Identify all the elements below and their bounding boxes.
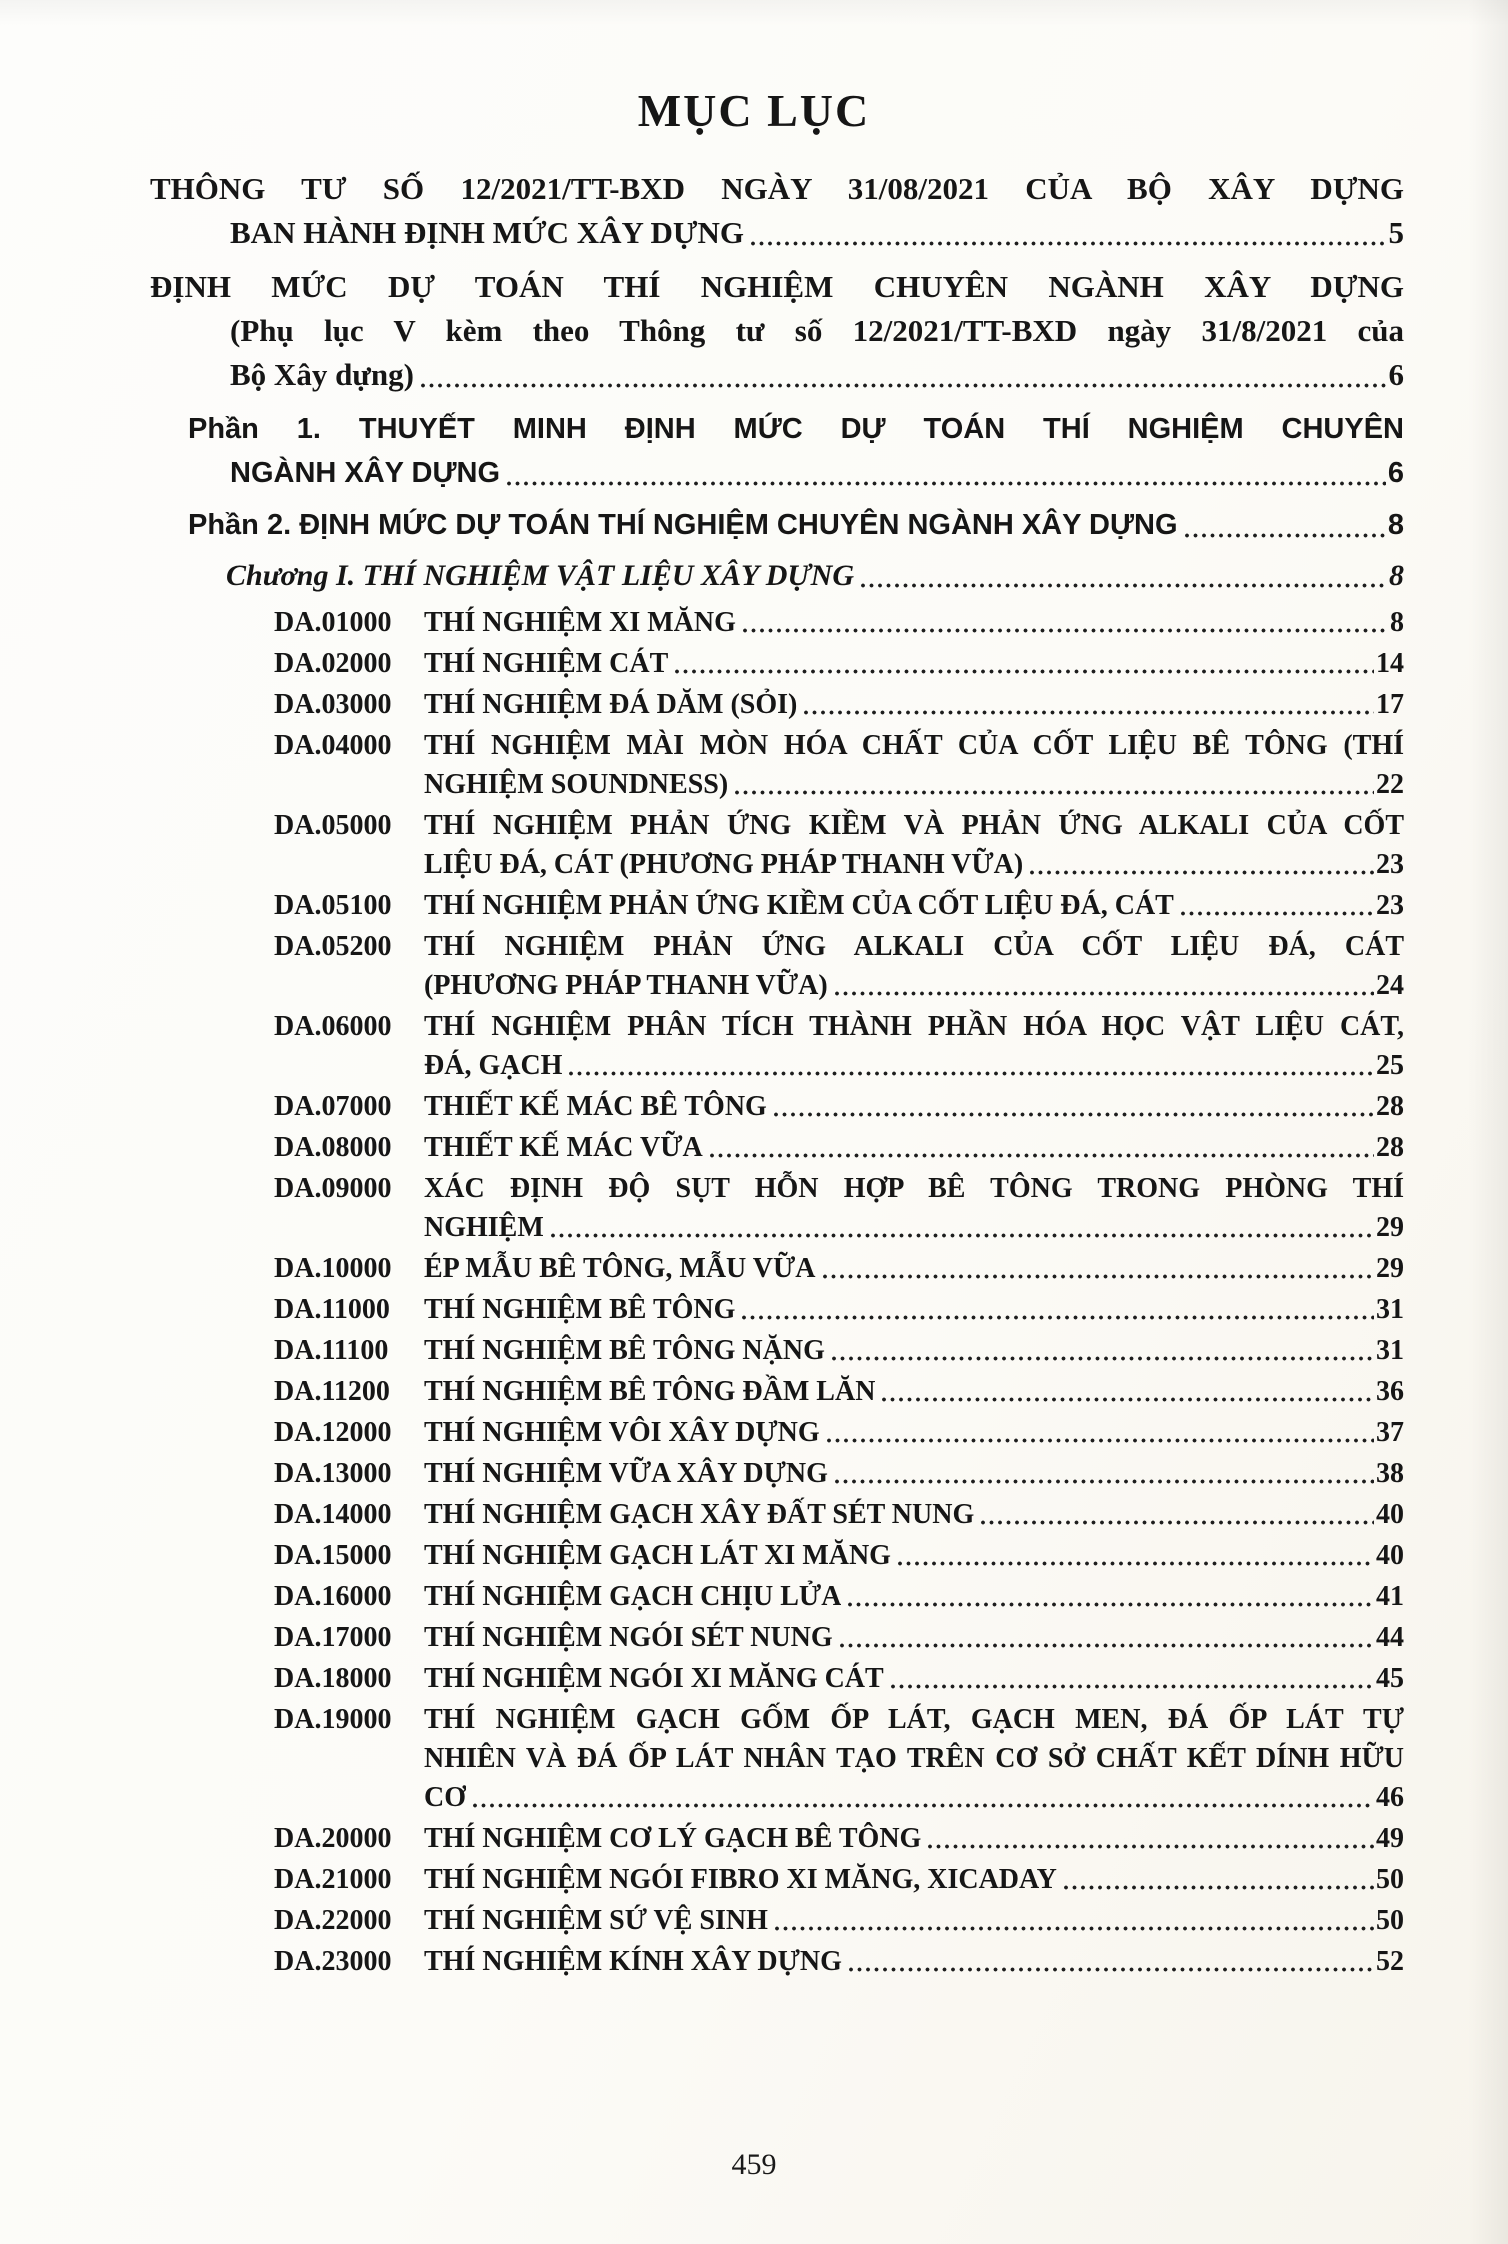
entry-title: THÍ NGHIỆM GẠCH LÁT XI MĂNG <box>424 1540 891 1571</box>
entry-page-number: 31 <box>1376 1294 1404 1325</box>
dot-leader <box>881 1395 1374 1404</box>
toc-entry <box>150 1942 1404 1981</box>
dot-leader <box>674 667 1374 676</box>
toc-line <box>274 1901 1404 1940</box>
toc-entry <box>150 806 1404 884</box>
toc-entry <box>150 1495 1404 1534</box>
entry-title: THÍ NGHIỆM SỨ VỆ SINH <box>424 1905 768 1936</box>
toc-line <box>274 1372 1404 1411</box>
toc-entry <box>150 265 1404 397</box>
entry-page-number: 14 <box>1376 648 1404 679</box>
toc-line <box>274 603 1404 642</box>
entry-code: DA.15000 <box>274 1540 392 1571</box>
toc-line <box>226 555 1404 597</box>
entry-page-number: 38 <box>1376 1458 1404 1489</box>
entry-title: THÍ NGHIỆM NGÓI SÉT NUNG <box>424 1622 833 1653</box>
dot-leader <box>742 626 1388 635</box>
toc-line <box>274 1087 1404 1126</box>
toc-entry <box>150 1700 1404 1817</box>
entry-title: THÍ NGHIỆM PHẢN ỨNG KIỀM CỦA CỐT LIỆU ĐÁ, CÁT <box>424 890 1174 921</box>
toc-line <box>274 1495 1404 1534</box>
toc-line <box>274 644 1404 683</box>
dot-leader <box>822 1272 1375 1281</box>
entry-title: LIỆU ĐÁ, CÁT (PHƯƠNG PHÁP THANH VỮA) <box>424 849 1024 880</box>
entry-title: THÍ NGHIỆM GẠCH CHỊU LỬA <box>424 1581 842 1612</box>
toc-line: NHIÊN VÀ ĐÁ ỐP LÁT NHÂN TẠO TRÊN CƠ SỞ CHẤT KẾT DÍNH HỮU <box>424 1743 1404 1774</box>
toc-line: Phần 1. THUYẾT MINH ĐỊNH MỨC DỰ TOÁN THÍ NGHIỆM CHUYÊN <box>188 413 1404 445</box>
toc-entry <box>150 1413 1404 1452</box>
entry-code: DA.18000 <box>274 1663 392 1694</box>
entry-title: THÍ NGHIỆM VÔI XÂY DỰNG <box>424 1417 820 1448</box>
entry-title: THÍ NGHIỆM BÊ TÔNG ĐẦM LĂN <box>424 1376 876 1407</box>
entry-code: DA.09000 <box>274 1173 392 1204</box>
toc-entry <box>150 603 1404 642</box>
toc-line <box>274 1454 1404 1493</box>
toc-entry <box>150 1901 1404 1940</box>
dot-leader <box>897 1559 1374 1568</box>
entry-title: THÍ NGHIỆM ĐÁ DĂM (SỎI) <box>424 689 798 720</box>
entry-page-number: 45 <box>1376 1663 1404 1694</box>
toc-line <box>274 1290 1404 1329</box>
toc-line: DA.04000 THÍ NGHIỆM MÀI MÒN HÓA CHẤT CỦA CỐT LIỆU BÊ TÔNG (THÍ <box>274 726 1404 765</box>
toc-line <box>274 1860 1404 1899</box>
toc-entry <box>150 167 1404 255</box>
toc-line <box>274 1819 1404 1858</box>
toc-entry <box>150 1128 1404 1167</box>
entry-code: DA.01000 <box>274 607 392 638</box>
entry-title: NGHIỆM SOUNDNESS) <box>424 769 729 800</box>
entry-page-number: 46 <box>1376 1782 1404 1813</box>
toc-line: (Phụ lục V kèm theo Thông tư số 12/2021/TT-BXD ngày 31/8/2021 của <box>230 313 1404 348</box>
entry-title: Bộ Xây dựng) <box>230 357 414 392</box>
toc-entry <box>150 407 1404 495</box>
entry-page-number: 50 <box>1376 1905 1404 1936</box>
toc-entry <box>150 555 1404 597</box>
entry-code: DA.11200 <box>274 1376 390 1407</box>
toc-entry <box>150 1577 1404 1616</box>
dot-leader <box>860 581 1387 590</box>
toc-entry <box>150 886 1404 925</box>
entry-page-number: 28 <box>1376 1132 1404 1163</box>
entry-title: THÍ NGHIỆM KÍNH XÂY DỰNG <box>424 1946 842 1977</box>
dot-leader <box>741 1313 1374 1322</box>
toc-line <box>274 1577 1404 1616</box>
page-title: MỤC LỤC <box>637 85 871 136</box>
entry-title: THIẾT KẾ MÁC VỮA <box>424 1132 703 1163</box>
toc-entry <box>150 1454 1404 1493</box>
toc-line: DA.05000 THÍ NGHIỆM PHẢN ỨNG KIỀM VÀ PHẢN ỨNG ALKALI CỦA CỐT <box>274 806 1404 845</box>
entry-title: BAN HÀNH ĐỊNH MỨC XÂY DỰNG <box>230 215 745 250</box>
toc-line <box>274 1536 1404 1575</box>
dot-leader <box>1029 868 1374 877</box>
entry-title: ÉP MẪU BÊ TÔNG, MẪU VỮA <box>424 1253 816 1284</box>
dot-leader <box>420 381 1387 390</box>
toc-line <box>274 1331 1404 1370</box>
entry-code: DA.13000 <box>274 1458 392 1489</box>
entry-page-number: 25 <box>1376 1050 1404 1081</box>
toc-entry <box>150 1372 1404 1411</box>
dot-leader <box>834 989 1374 998</box>
toc-line: THÔNG TƯ SỐ 12/2021/TT-BXD NGÀY 31/08/2021 CỦA BỘ XÂY DỰNG <box>150 171 1404 206</box>
toc-line <box>274 685 1404 724</box>
toc-line <box>424 765 1404 804</box>
entry-page-number: 22 <box>1376 769 1404 800</box>
entry-code: DA.08000 <box>274 1132 392 1163</box>
dot-leader <box>839 1641 1374 1650</box>
entry-title: NGHIỆM <box>424 1212 544 1243</box>
entry-page-number: 40 <box>1376 1540 1404 1571</box>
dot-leader <box>1180 909 1374 918</box>
entry-code: DA.14000 <box>274 1499 392 1530</box>
toc-line: DA.19000 THÍ NGHIỆM GẠCH GỐM ỐP LÁT, GẠCH MEN, ĐÁ ỐP LÁT TỰ <box>274 1700 1404 1739</box>
entry-title: NGÀNH XÂY DỰNG <box>230 457 501 489</box>
toc-entry <box>150 1087 1404 1126</box>
entry-code: DA.20000 <box>274 1823 392 1854</box>
entry-code: DA.17000 <box>274 1622 392 1653</box>
toc-list <box>150 167 1404 1981</box>
toc-entry <box>150 1290 1404 1329</box>
entry-code: DA.04000 <box>274 730 392 761</box>
toc-line: DA.06000 THÍ NGHIỆM PHÂN TÍCH THÀNH PHẦN HÓA HỌC VẬT LIỆU CÁT, <box>274 1007 1404 1046</box>
toc-line <box>274 1942 1404 1981</box>
entry-page-number: 29 <box>1376 1253 1404 1284</box>
entry-code: DA.05100 <box>274 890 392 921</box>
toc-entry <box>150 1860 1404 1899</box>
entry-page-number: 23 <box>1376 890 1404 921</box>
entry-page-number: 6 <box>1388 357 1404 392</box>
toc-line: DA.05200 THÍ NGHIỆM PHẢN ỨNG ALKALI CỦA CỐT LIỆU ĐÁ, CÁT <box>274 927 1404 966</box>
dot-leader <box>847 1600 1374 1609</box>
entry-code: DA.03000 <box>274 689 392 720</box>
entry-page-number: 8 <box>1389 559 1404 592</box>
entry-code: DA.11000 <box>274 1294 390 1325</box>
dot-leader <box>750 239 1386 248</box>
entry-title: THÍ NGHIỆM BÊ TÔNG NẶNG <box>424 1335 825 1366</box>
dot-leader <box>734 788 1374 797</box>
toc-line <box>274 1618 1404 1657</box>
dot-leader <box>774 1924 1374 1933</box>
entry-code: DA.11100 <box>274 1335 389 1366</box>
page-footer-number: 459 <box>731 2148 777 2181</box>
entry-page-number: 31 <box>1376 1335 1404 1366</box>
entry-page-number: 40 <box>1376 1499 1404 1530</box>
dot-leader <box>550 1231 1374 1240</box>
entry-title: THÍ NGHIỆM XI MĂNG <box>424 607 736 638</box>
entry-page-number: 37 <box>1376 1417 1404 1448</box>
toc-line <box>274 1128 1404 1167</box>
entry-code: DA.23000 <box>274 1946 392 1977</box>
entry-title: CƠ <box>424 1782 466 1813</box>
entry-page-number: 41 <box>1376 1581 1404 1612</box>
entry-code: DA.05000 <box>274 810 392 841</box>
entry-code: DA.19000 <box>274 1704 392 1735</box>
entry-page-number: 50 <box>1376 1864 1404 1895</box>
toc-entry <box>150 503 1404 547</box>
entry-page-number: 6 <box>1387 457 1404 489</box>
toc-line <box>424 1208 1404 1247</box>
entry-title: ĐÁ, GẠCH <box>424 1050 563 1081</box>
dot-leader <box>831 1354 1374 1363</box>
toc-line <box>230 451 1404 495</box>
toc-entry <box>150 644 1404 683</box>
entry-page-number: 8 <box>1387 509 1404 541</box>
entry-page-number: 24 <box>1376 970 1404 1001</box>
toc-line <box>274 1249 1404 1288</box>
dot-leader <box>709 1151 1374 1160</box>
toc-entry <box>150 1819 1404 1858</box>
entry-code: DA.12000 <box>274 1417 392 1448</box>
entry-page-number: 29 <box>1376 1212 1404 1243</box>
toc-entry <box>150 685 1404 724</box>
entry-code: DA.16000 <box>274 1581 392 1612</box>
entry-title: THÍ NGHIỆM CÁT <box>424 648 669 679</box>
entry-code: DA.02000 <box>274 648 392 679</box>
dot-leader <box>773 1110 1374 1119</box>
entry-title: THÍ NGHIỆM NGÓI XI MĂNG CÁT <box>424 1663 884 1694</box>
toc-line: DA.09000 XÁC ĐỊNH ĐỘ SỤT HỖN HỢP BÊ TÔNG TRONG PHÒNG THÍ <box>274 1169 1404 1208</box>
toc-line <box>274 1413 1404 1452</box>
toc-entry <box>150 1169 1404 1247</box>
entry-title: Chương I. THÍ NGHIỆM VẬT LIỆU XÂY DỰNG <box>226 559 854 592</box>
entry-title: THÍ NGHIỆM VỮA XÂY DỰNG <box>424 1458 828 1489</box>
dot-leader <box>980 1518 1374 1527</box>
entry-page-number: 17 <box>1376 689 1404 720</box>
toc-entry <box>150 1536 1404 1575</box>
dot-leader <box>1063 1883 1374 1892</box>
dot-leader <box>927 1842 1374 1851</box>
entry-code: DA.05200 <box>274 931 392 962</box>
toc-entry <box>150 1618 1404 1657</box>
dot-leader <box>506 479 1386 488</box>
entry-page-number: 28 <box>1376 1091 1404 1122</box>
entry-code: DA.10000 <box>274 1253 392 1284</box>
dot-leader <box>834 1477 1374 1486</box>
entry-page-number: 49 <box>1376 1823 1404 1854</box>
toc-line <box>230 353 1404 397</box>
toc-line <box>274 1659 1404 1698</box>
toc-line <box>424 1046 1404 1085</box>
entry-title: THIẾT KẾ MÁC BÊ TÔNG <box>424 1091 767 1122</box>
entry-page-number: 36 <box>1376 1376 1404 1407</box>
entry-code: DA.21000 <box>274 1864 392 1895</box>
toc-entry <box>150 1007 1404 1085</box>
dot-leader <box>890 1682 1374 1691</box>
dot-leader <box>472 1801 1374 1810</box>
toc-line <box>230 211 1404 255</box>
entry-title: Phần 2. ĐỊNH MỨC DỰ TOÁN THÍ NGHIỆM CHUYÊN NGÀNH XÂY DỰNG <box>188 509 1178 541</box>
entry-title: THÍ NGHIỆM BÊ TÔNG <box>424 1294 736 1325</box>
toc-line <box>188 503 1404 547</box>
entry-page-number: 44 <box>1376 1622 1404 1653</box>
toc-entry <box>150 1659 1404 1698</box>
dot-leader <box>848 1965 1374 1974</box>
toc-line <box>424 1778 1404 1817</box>
toc-entry <box>150 1249 1404 1288</box>
entry-title: THÍ NGHIỆM CƠ LÝ GẠCH BÊ TÔNG <box>424 1823 922 1854</box>
toc-entry <box>150 927 1404 1005</box>
toc-entry <box>150 726 1404 804</box>
entry-title: THÍ NGHIỆM GẠCH XÂY ĐẤT SÉT NUNG <box>424 1499 975 1530</box>
entry-page-number: 5 <box>1388 215 1404 250</box>
toc-entry <box>150 1331 1404 1370</box>
entry-title: THÍ NGHIỆM NGÓI FIBRO XI MĂNG, XICADAY <box>424 1864 1057 1895</box>
entry-code: DA.06000 <box>274 1011 392 1042</box>
toc-line: ĐỊNH MỨC DỰ TOÁN THÍ NGHIỆM CHUYÊN NGÀNH XÂY DỰNG <box>150 269 1404 304</box>
toc-line <box>274 886 1404 925</box>
dot-leader <box>803 708 1374 717</box>
dot-leader <box>568 1069 1374 1078</box>
dot-leader <box>1184 531 1386 540</box>
dot-leader <box>826 1436 1374 1445</box>
entry-page-number: 23 <box>1376 849 1404 880</box>
entry-code: DA.07000 <box>274 1091 392 1122</box>
entry-title: (PHƯƠNG PHÁP THANH VỮA) <box>424 970 828 1001</box>
toc-line <box>424 966 1404 1005</box>
toc-line <box>424 845 1404 884</box>
entry-page-number: 8 <box>1390 607 1404 638</box>
entry-page-number: 52 <box>1376 1946 1404 1977</box>
entry-code: DA.22000 <box>274 1905 392 1936</box>
